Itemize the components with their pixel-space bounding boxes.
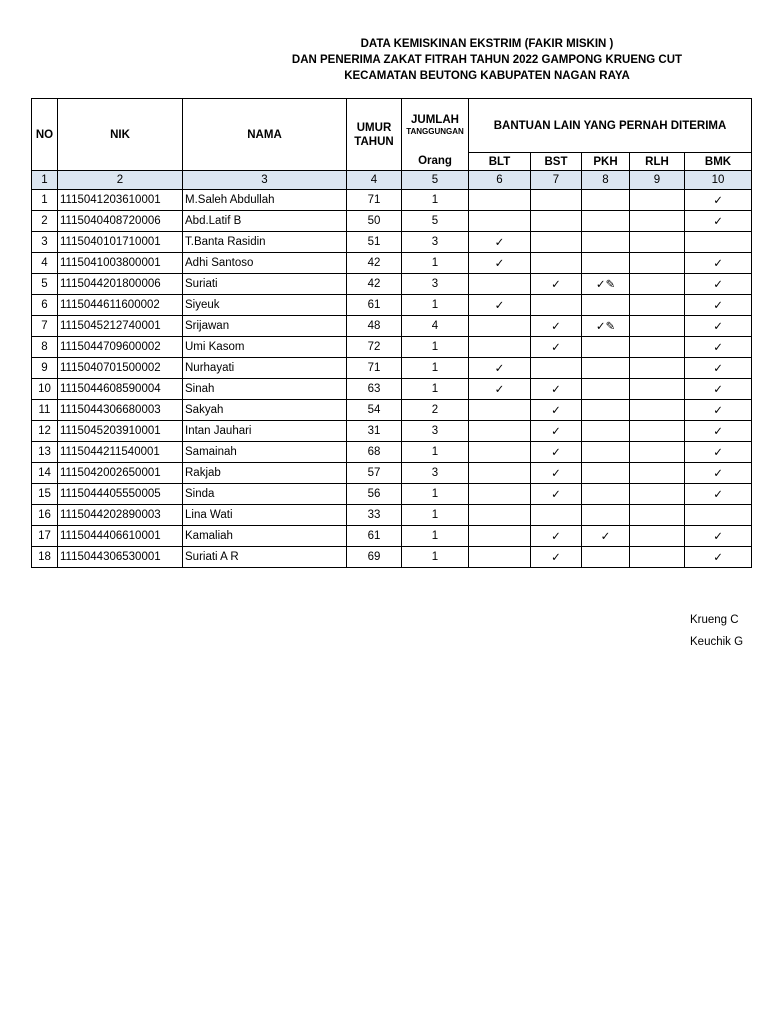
cell-bst: [531, 211, 582, 232]
cell-jumlah: 1: [402, 253, 469, 274]
cell-bmk: ✓: [685, 379, 752, 400]
cell-umur: 61: [347, 526, 402, 547]
cell-rlh: [630, 253, 685, 274]
cell-no: 12: [32, 421, 58, 442]
cell-blt: [469, 505, 531, 526]
cell-nama: Adhi Santoso: [183, 253, 347, 274]
cell-rlh: [630, 547, 685, 568]
cell-bmk: ✓: [685, 400, 752, 421]
cell-pkh: [582, 211, 630, 232]
cell-umur: 42: [347, 253, 402, 274]
cell-blt: ✓: [469, 358, 531, 379]
cell-umur: 48: [347, 316, 402, 337]
column-number: 3: [183, 171, 347, 190]
cell-nama: Srijawan: [183, 316, 347, 337]
table-row: [32, 211, 752, 232]
cell-blt: ✓: [469, 295, 531, 316]
cell-bmk: ✓: [685, 295, 752, 316]
cell-no: 4: [32, 253, 58, 274]
cell-jumlah: 1: [402, 442, 469, 463]
cell-nama: Suriati A R: [183, 547, 347, 568]
cell-nik: 1115044202890003: [58, 505, 183, 526]
table-row: [32, 190, 752, 211]
cell-blt: [469, 484, 531, 505]
cell-no: 10: [32, 379, 58, 400]
cell-rlh: [630, 358, 685, 379]
cell-pkh: [582, 547, 630, 568]
cell-pkh: [582, 295, 630, 316]
cell-jumlah: 3: [402, 463, 469, 484]
cell-jumlah: 3: [402, 232, 469, 253]
cell-pkh: ✓✎: [582, 316, 630, 337]
cell-nik: 1115045212740001: [58, 316, 183, 337]
cell-umur: 56: [347, 484, 402, 505]
header-bmk: BMK: [685, 153, 752, 171]
cell-bst: [531, 295, 582, 316]
cell-blt: [469, 274, 531, 295]
title-line-2: DAN PENERIMA ZAKAT FITRAH TAHUN 2022 GAMPONG KRUENG CUT: [291, 54, 683, 66]
header-rlh: RLH: [630, 153, 685, 171]
cell-no: 9: [32, 358, 58, 379]
cell-bmk: ✓: [685, 337, 752, 358]
cell-umur: 50: [347, 211, 402, 232]
cell-rlh: [630, 295, 685, 316]
table-row: [32, 421, 752, 442]
table-row: [32, 274, 752, 295]
table-row: [32, 232, 752, 253]
cell-pkh: [582, 484, 630, 505]
cell-nik: 1115042002650001: [58, 463, 183, 484]
cell-no: 1: [32, 190, 58, 211]
table-row: [32, 526, 752, 547]
cell-nik: 1115044406610001: [58, 526, 183, 547]
table-row: [32, 316, 752, 337]
cell-bmk: ✓: [685, 442, 752, 463]
cell-jumlah: 1: [402, 526, 469, 547]
cell-nama: Siyeuk: [183, 295, 347, 316]
cell-jumlah: 3: [402, 421, 469, 442]
cell-pkh: [582, 358, 630, 379]
table-row: [32, 379, 752, 400]
cell-jumlah: 1: [402, 295, 469, 316]
column-number: 9: [630, 171, 685, 190]
cell-bst: ✓: [531, 442, 582, 463]
cell-rlh: [630, 400, 685, 421]
table-row: [32, 400, 752, 421]
cell-nik: 1115044211540001: [58, 442, 183, 463]
footer-signer: Keuchik G: [690, 636, 744, 648]
table-body: [32, 190, 752, 568]
cell-nama: Intan Jauhari: [183, 421, 347, 442]
cell-rlh: [630, 211, 685, 232]
cell-nama: Umi Kasom: [183, 337, 347, 358]
cell-pkh: [582, 337, 630, 358]
cell-nama: Lina Wati: [183, 505, 347, 526]
cell-blt: ✓: [469, 379, 531, 400]
cell-umur: 72: [347, 337, 402, 358]
cell-bmk: ✓: [685, 463, 752, 484]
cell-umur: 71: [347, 358, 402, 379]
cell-no: 3: [32, 232, 58, 253]
table-row: [32, 442, 752, 463]
cell-bmk: ✓: [685, 421, 752, 442]
cell-no: 16: [32, 505, 58, 526]
column-number-row: [32, 171, 752, 190]
cell-umur: 69: [347, 547, 402, 568]
cell-rlh: [630, 505, 685, 526]
poverty-table: [31, 98, 752, 568]
table-row: [32, 505, 752, 526]
cell-umur: 57: [347, 463, 402, 484]
table-row: [32, 484, 752, 505]
table-row: [32, 295, 752, 316]
column-number: 1: [32, 171, 58, 190]
cell-rlh: [630, 442, 685, 463]
cell-jumlah: 1: [402, 547, 469, 568]
cell-nama: Kamaliah: [183, 526, 347, 547]
title-line-1: DATA KEMISKINAN EKSTRIM (FAKIR MISKIN ): [360, 38, 614, 50]
cell-umur: 42: [347, 274, 402, 295]
cell-bst: ✓: [531, 400, 582, 421]
cell-jumlah: 1: [402, 379, 469, 400]
cell-bst: ✓: [531, 379, 582, 400]
cell-jumlah: 2: [402, 400, 469, 421]
cell-bst: [531, 505, 582, 526]
cell-umur: 51: [347, 232, 402, 253]
cell-rlh: [630, 421, 685, 442]
table-row: [32, 253, 752, 274]
cell-blt: [469, 190, 531, 211]
header-pkh: PKH: [582, 153, 630, 171]
cell-nik: 1115044611600002: [58, 295, 183, 316]
cell-rlh: [630, 379, 685, 400]
cell-bmk: ✓: [685, 484, 752, 505]
cell-rlh: [630, 232, 685, 253]
cell-nik: 1115040101710001: [58, 232, 183, 253]
cell-bmk: ✓: [685, 253, 752, 274]
cell-rlh: [630, 274, 685, 295]
cell-bmk: [685, 505, 752, 526]
column-number: 8: [582, 171, 630, 190]
cell-bmk: [685, 232, 752, 253]
cell-blt: [469, 400, 531, 421]
table-row: [32, 358, 752, 379]
cell-pkh: ✓✎: [582, 274, 630, 295]
header-nama: NAMA: [183, 99, 347, 171]
footer-place: Krueng C: [690, 614, 739, 626]
cell-no: 17: [32, 526, 58, 547]
cell-blt: [469, 463, 531, 484]
cell-nik: 1115041003800001: [58, 253, 183, 274]
cell-blt: [469, 526, 531, 547]
cell-jumlah: 1: [402, 337, 469, 358]
cell-nik: 1115045203910001: [58, 421, 183, 442]
cell-bst: ✓: [531, 463, 582, 484]
cell-bst: [531, 358, 582, 379]
cell-no: 7: [32, 316, 58, 337]
cell-pkh: [582, 253, 630, 274]
column-number: 7: [531, 171, 582, 190]
cell-bmk: ✓: [685, 274, 752, 295]
cell-bst: ✓: [531, 337, 582, 358]
cell-pkh: [582, 463, 630, 484]
cell-rlh: [630, 190, 685, 211]
cell-nama: Sinah: [183, 379, 347, 400]
cell-blt: [469, 421, 531, 442]
cell-umur: 31: [347, 421, 402, 442]
cell-bmk: ✓: [685, 211, 752, 232]
cell-no: 13: [32, 442, 58, 463]
cell-rlh: [630, 526, 685, 547]
column-number: 10: [685, 171, 752, 190]
cell-blt: [469, 316, 531, 337]
cell-pkh: [582, 190, 630, 211]
cell-rlh: [630, 337, 685, 358]
header-bantuan: BANTUAN LAIN YANG PERNAH DITERIMA: [469, 99, 752, 153]
cell-nama: Rakjab: [183, 463, 347, 484]
table-row: [32, 547, 752, 568]
cell-blt: [469, 211, 531, 232]
cell-nama: Sinda: [183, 484, 347, 505]
column-number: 4: [347, 171, 402, 190]
cell-no: 6: [32, 295, 58, 316]
cell-jumlah: 1: [402, 484, 469, 505]
cell-no: 15: [32, 484, 58, 505]
cell-bst: [531, 190, 582, 211]
cell-jumlah: 4: [402, 316, 469, 337]
cell-blt: ✓: [469, 253, 531, 274]
cell-rlh: [630, 463, 685, 484]
cell-no: 5: [32, 274, 58, 295]
cell-blt: [469, 337, 531, 358]
cell-umur: 63: [347, 379, 402, 400]
cell-nama: Samainah: [183, 442, 347, 463]
cell-blt: ✓: [469, 232, 531, 253]
data-sheet: [31, 98, 737, 564]
cell-nik: 1115044608590004: [58, 379, 183, 400]
cell-nik: 1115044201800006: [58, 274, 183, 295]
cell-rlh: [630, 484, 685, 505]
column-number: 6: [469, 171, 531, 190]
cell-bmk: ✓: [685, 358, 752, 379]
cell-umur: 33: [347, 505, 402, 526]
cell-nik: 1115044709600002: [58, 337, 183, 358]
cell-rlh: [630, 316, 685, 337]
header-orang: Orang: [402, 153, 469, 171]
cell-bmk: ✓: [685, 526, 752, 547]
cell-pkh: [582, 232, 630, 253]
cell-pkh: [582, 421, 630, 442]
cell-bmk: ✓: [685, 547, 752, 568]
cell-umur: 68: [347, 442, 402, 463]
cell-pkh: [582, 400, 630, 421]
header-tanggungan-label: TANGGUNGAN: [406, 127, 464, 137]
cell-umur: 71: [347, 190, 402, 211]
cell-nama: Sakyah: [183, 400, 347, 421]
cell-nik: 1115040701500002: [58, 358, 183, 379]
cell-nik: 1115041203610001: [58, 190, 183, 211]
cell-no: 2: [32, 211, 58, 232]
cell-nama: T.Banta Rasidin: [183, 232, 347, 253]
cell-bst: ✓: [531, 274, 582, 295]
cell-umur: 61: [347, 295, 402, 316]
cell-nik: 1115044306530001: [58, 547, 183, 568]
column-number: 2: [58, 171, 183, 190]
cell-pkh: [582, 442, 630, 463]
cell-jumlah: 1: [402, 358, 469, 379]
header-blt: BLT: [469, 153, 531, 171]
document-title: [230, 36, 744, 84]
cell-bmk: ✓: [685, 190, 752, 211]
cell-no: 8: [32, 337, 58, 358]
cell-jumlah: 1: [402, 190, 469, 211]
column-number: 5: [402, 171, 469, 190]
cell-nik: 1115044405550005: [58, 484, 183, 505]
cell-blt: [469, 547, 531, 568]
cell-nama: Abd.Latif B: [183, 211, 347, 232]
cell-no: 18: [32, 547, 58, 568]
cell-no: 11: [32, 400, 58, 421]
cell-blt: [469, 442, 531, 463]
cell-pkh: [582, 505, 630, 526]
cell-bst: [531, 253, 582, 274]
cell-jumlah: 1: [402, 505, 469, 526]
cell-bst: ✓: [531, 526, 582, 547]
table-row: [32, 463, 752, 484]
cell-nik: 1115040408720006: [58, 211, 183, 232]
title-line-3: KECAMATAN BEUTONG KABUPATEN NAGAN RAYA: [344, 70, 630, 82]
header-no: NO: [32, 99, 58, 171]
cell-nama: M.Saleh Abdullah: [183, 190, 347, 211]
cell-pkh: ✓: [582, 526, 630, 547]
cell-jumlah: 5: [402, 211, 469, 232]
header-nik: NIK: [58, 99, 183, 171]
cell-bst: ✓: [531, 421, 582, 442]
header-jumlah-label: JUMLAH: [411, 114, 459, 127]
header-umur: UMUR TAHUN: [347, 99, 402, 171]
cell-pkh: [582, 379, 630, 400]
cell-bst: ✓: [531, 547, 582, 568]
cell-bst: ✓: [531, 316, 582, 337]
cell-bst: ✓: [531, 484, 582, 505]
cell-nama: Nurhayati: [183, 358, 347, 379]
header-bst: BST: [531, 153, 582, 171]
cell-bmk: ✓: [685, 316, 752, 337]
cell-nik: 1115044306680003: [58, 400, 183, 421]
cell-umur: 54: [347, 400, 402, 421]
cell-jumlah: 3: [402, 274, 469, 295]
cell-nama: Suriati: [183, 274, 347, 295]
header-jumlah: [402, 99, 469, 153]
table-row: [32, 337, 752, 358]
cell-no: 14: [32, 463, 58, 484]
cell-bst: [531, 232, 582, 253]
